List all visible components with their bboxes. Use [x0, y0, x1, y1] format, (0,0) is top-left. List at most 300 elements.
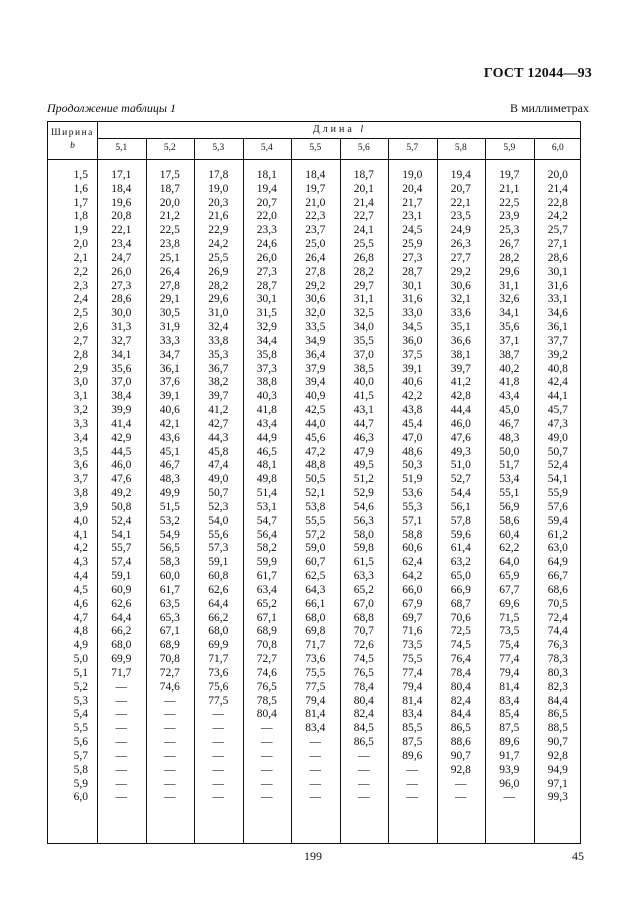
- table-cell: 40,6: [402, 376, 423, 389]
- table-cell: 27,8: [305, 265, 326, 278]
- table-cell: 71,6: [402, 625, 423, 638]
- table-cell: 30,0: [111, 307, 132, 320]
- table-cell: 89,6: [402, 749, 423, 762]
- table-cell: 56,5: [159, 542, 180, 555]
- table-cell: 75,5: [305, 666, 326, 679]
- table-cell: 57,6: [547, 500, 568, 513]
- table-cell: 42,5: [305, 404, 326, 417]
- table-cell: 22,5: [499, 196, 520, 209]
- table-cell: —: [164, 694, 176, 707]
- table-cell: 19,7: [305, 182, 326, 195]
- width-value-cell: 3,1: [73, 390, 88, 403]
- width-value-cell: 3,6: [73, 459, 88, 472]
- table-cell: 21,1: [499, 182, 520, 195]
- table-cell: 22,0: [256, 210, 277, 223]
- table-cell: 76,5: [353, 666, 374, 679]
- table-cell: 25,9: [402, 238, 423, 251]
- table-cell: 43,8: [402, 404, 423, 417]
- table-cell: 86,5: [450, 722, 471, 735]
- table-cell: 71,7: [305, 639, 326, 652]
- table-cell: 83,4: [305, 722, 326, 735]
- table-cell: 31,1: [499, 279, 520, 292]
- table-cell: 36,6: [450, 334, 471, 347]
- table-cell: 49,3: [450, 445, 471, 458]
- length-column-header: 5,7: [406, 143, 419, 153]
- table-cell: —: [115, 791, 127, 804]
- table-cell: 19,4: [450, 169, 471, 181]
- table-cell: 25,7: [547, 224, 568, 237]
- table-cell: —: [212, 736, 224, 749]
- table-cell: —: [212, 722, 224, 735]
- table-cell: 39,9: [111, 404, 132, 417]
- table-cell: 43,4: [256, 417, 277, 430]
- table-cell: 51,5: [159, 500, 180, 513]
- table-cell: 31,1: [353, 293, 374, 306]
- table-cell: 69,6: [499, 597, 520, 610]
- width-value-cell: 4,9: [73, 639, 88, 652]
- table-cell: 93,9: [499, 763, 520, 776]
- table-cell: 36,7: [208, 362, 229, 375]
- table-cell: 54,0: [208, 514, 229, 527]
- table-cell: 66,7: [547, 570, 568, 583]
- table-cell: 38,1: [450, 348, 471, 361]
- table-cell: 50,0: [499, 445, 520, 458]
- table-cell: 72,6: [353, 639, 374, 652]
- table-cell: 74,5: [450, 639, 471, 652]
- table-cell: 46,5: [256, 445, 277, 458]
- width-value-cell: 4,1: [73, 528, 88, 541]
- table-cell: —: [164, 763, 176, 776]
- table-cell: 38,7: [499, 348, 520, 361]
- table-cell: 23,3: [256, 224, 277, 237]
- table-cell: 73,5: [499, 625, 520, 638]
- table-cell: 53,2: [159, 514, 180, 527]
- table-cell: 67,1: [256, 611, 277, 624]
- table-cell: 24,7: [111, 251, 132, 264]
- table-cell: 62,5: [305, 570, 326, 583]
- table-cell: 61,4: [450, 542, 471, 555]
- table-cell: 21,0: [305, 196, 326, 209]
- table-cell: 20,8: [111, 210, 132, 223]
- table-cell: —: [115, 749, 127, 762]
- table-cell: 36,1: [547, 321, 568, 334]
- table-cell: 20,4: [402, 182, 423, 195]
- table-cell: 81,4: [402, 694, 423, 707]
- table-cell: 62,6: [111, 597, 132, 610]
- table-cell: 29,2: [450, 265, 471, 278]
- table-cell: 54,4: [450, 487, 471, 500]
- table-cell: 41,8: [499, 376, 520, 389]
- table-cell: 27,3: [256, 265, 277, 278]
- table-cell: 81,4: [305, 708, 326, 721]
- table-cell: 24,2: [208, 238, 229, 251]
- table-cell: 26,8: [353, 251, 374, 264]
- table-cell: 32,0: [305, 307, 326, 320]
- table-cell: 44,3: [208, 431, 229, 444]
- table-cell: 59,0: [305, 542, 326, 555]
- table-cell: 92,8: [547, 749, 568, 762]
- table-cell: —: [455, 777, 467, 790]
- table-cell: 78,3: [547, 653, 568, 666]
- table-cell: 19,4: [256, 182, 277, 195]
- table-cell: 35,8: [256, 348, 277, 361]
- width-value-cell: 2,6: [73, 321, 88, 334]
- table-cell: 57,3: [208, 542, 229, 555]
- table-cell: 44,1: [547, 390, 568, 403]
- table-cell: 70,8: [159, 653, 180, 666]
- length-column-header: 5,8: [454, 143, 467, 153]
- table-cell: —: [261, 763, 273, 776]
- table-cell: 76,5: [256, 680, 277, 693]
- width-value-cell: 4,3: [73, 556, 88, 569]
- table-cell: 57,2: [305, 528, 326, 541]
- table-cell: 29,6: [208, 293, 229, 306]
- table-cell: 46,3: [353, 431, 374, 444]
- table-cell: 23,9: [499, 210, 520, 223]
- table-cell: —: [261, 722, 273, 735]
- table-cell: 42,1: [159, 417, 180, 430]
- table-cell: 44,5: [111, 445, 132, 458]
- table-cell: 43,4: [499, 390, 520, 403]
- width-header-label: Ширина: [51, 128, 94, 138]
- table-cell: 47,6: [450, 431, 471, 444]
- table-cell: 30,6: [450, 279, 471, 292]
- width-value-cell: 3,5: [73, 445, 88, 458]
- table-cell: 46,0: [111, 459, 132, 472]
- length-column-header: 5,4: [260, 143, 273, 153]
- table-cell: 34,1: [111, 348, 132, 361]
- table-cell: 54,6: [353, 500, 374, 513]
- table-cell: 30,1: [402, 279, 423, 292]
- table-cell: 24,6: [256, 238, 277, 251]
- width-value-cell: 5,3: [73, 694, 88, 707]
- table-cell: 65,0: [450, 570, 471, 583]
- table-cell: 17,1: [111, 169, 132, 181]
- table-cell: 41,4: [111, 417, 132, 430]
- table-cell: 68,0: [208, 625, 229, 638]
- table-cell: 55,6: [208, 528, 229, 541]
- table-cell: 66,9: [450, 583, 471, 596]
- table-cell: 80,4: [353, 694, 374, 707]
- table-cell: 59,9: [256, 556, 277, 569]
- table-cell: 55,1: [499, 487, 520, 500]
- table-cell: 42,2: [402, 390, 423, 403]
- table-cell: 44,7: [353, 417, 374, 430]
- table-cell: 33,0: [402, 307, 423, 320]
- table-cell: 49,5: [353, 459, 374, 472]
- table-cell: 45,7: [547, 404, 568, 417]
- width-value-cell: 1,8: [73, 210, 88, 223]
- width-value-cell: 5,5: [73, 722, 88, 735]
- table-cell: 29,2: [305, 279, 326, 292]
- table-cell: 18,1: [256, 169, 277, 181]
- table-cell: 21,4: [353, 196, 374, 209]
- table-cell: 76,3: [547, 639, 568, 652]
- width-value-cell: 1,5: [73, 169, 88, 181]
- table-cell: 35,6: [499, 321, 520, 334]
- table-cell: —: [164, 708, 176, 721]
- table-cell: —: [309, 791, 321, 804]
- table-cell: 69,8: [305, 625, 326, 638]
- table-cell: 47,4: [208, 459, 229, 472]
- table-cell: 53,4: [499, 473, 520, 486]
- table-cell: 79,4: [402, 680, 423, 693]
- table-cell: 32,1: [450, 293, 471, 306]
- width-value-cell: 5,1: [73, 666, 88, 679]
- table-cell: 53,6: [402, 487, 423, 500]
- table-cell: 82,3: [547, 680, 568, 693]
- table-cell: 19,0: [208, 182, 229, 195]
- table-cell: 48,1: [256, 459, 277, 472]
- table-cell: 58,0: [353, 528, 374, 541]
- table-cell: 83,4: [402, 708, 423, 721]
- width-value-cell: 3,7: [73, 473, 88, 486]
- table-cell: 74,6: [256, 666, 277, 679]
- table-cell: 86,5: [547, 708, 568, 721]
- table-cell: —: [212, 777, 224, 790]
- width-value-cell: 4,5: [73, 583, 88, 596]
- table-cell: 47,2: [305, 445, 326, 458]
- table-cell: 57,4: [111, 556, 132, 569]
- table-cell: 41,2: [450, 376, 471, 389]
- width-value-cell: 2,1: [73, 251, 88, 264]
- table-cell: —: [164, 736, 176, 749]
- table-cell: 66,2: [111, 625, 132, 638]
- table-cell: 91,7: [499, 749, 520, 762]
- width-header: [48, 122, 97, 159]
- table-cell: 33,8: [208, 334, 229, 347]
- table-cell: 57,8: [450, 514, 471, 527]
- standard-number: ГОСТ 12044—93: [483, 66, 592, 81]
- table-cell: 74,4: [547, 625, 568, 638]
- table-cell: 39,2: [547, 348, 568, 361]
- table-cell: 69,7: [402, 611, 423, 624]
- table-cell: 52,1: [305, 487, 326, 500]
- table-cell: 37,3: [256, 362, 277, 375]
- table-cell: —: [406, 791, 418, 804]
- width-value-cell: 4,2: [73, 542, 88, 555]
- table-cell: 27,1: [547, 238, 568, 251]
- table-cell: 23,7: [305, 224, 326, 237]
- table-cell: 35,6: [111, 362, 132, 375]
- length-column-header: 5,6: [357, 143, 370, 153]
- table-cell: 45,8: [208, 445, 229, 458]
- table-cell: —: [309, 749, 321, 762]
- table-cell: 82,4: [353, 708, 374, 721]
- table-cell: 38,4: [111, 390, 132, 403]
- table-cell: 58,3: [159, 556, 180, 569]
- table-cell: 65,2: [353, 583, 374, 596]
- table-cell: 34,9: [305, 334, 326, 347]
- table-cell: 47,0: [402, 431, 423, 444]
- table-cell: 34,0: [353, 321, 374, 334]
- width-value-cell: 3,9: [73, 500, 88, 513]
- table-cell: 82,4: [450, 694, 471, 707]
- table-cell: 38,2: [208, 376, 229, 389]
- width-value-cell: 5,9: [73, 777, 88, 790]
- table-cell: 49,0: [547, 431, 568, 444]
- table-cell: 72,4: [547, 611, 568, 624]
- table-cell: —: [115, 708, 127, 721]
- table-cell: 41,2: [208, 404, 229, 417]
- table-cell: 31,5: [256, 307, 277, 320]
- units-caption: В миллиметрах: [509, 101, 589, 115]
- table-cell: —: [164, 749, 176, 762]
- table-cell: 48,6: [402, 445, 423, 458]
- table-cell: 50,5: [305, 473, 326, 486]
- table-cell: 30,5: [159, 307, 180, 320]
- table-cell: 29,6: [499, 265, 520, 278]
- width-value-cell: 2,4: [73, 293, 88, 306]
- table-cell: 37,0: [353, 348, 374, 361]
- table-cell: 39,7: [450, 362, 471, 375]
- table-cell: —: [212, 791, 224, 804]
- table-cell: 63,3: [353, 570, 374, 583]
- table-cell: 33,3: [159, 334, 180, 347]
- table-cell: 55,7: [111, 542, 132, 555]
- table-cell: 58,8: [402, 528, 423, 541]
- table-cell: 85,5: [402, 722, 423, 735]
- table-cell: 28,7: [402, 265, 423, 278]
- table-cell: —: [358, 791, 370, 804]
- table-cell: 75,4: [499, 639, 520, 652]
- table-cell: 29,7: [353, 279, 374, 292]
- table-cell: 23,4: [111, 238, 132, 251]
- table-cell: 74,5: [353, 653, 374, 666]
- table-cell: 24,1: [353, 224, 374, 237]
- table-cell: 21,4: [547, 182, 568, 195]
- table-cell: 92,8: [450, 763, 471, 776]
- width-value-cell: 4,7: [73, 611, 88, 624]
- table-cell: 45,0: [499, 404, 520, 417]
- table-cell: 37,7: [547, 334, 568, 347]
- table-cell: 63,0: [547, 542, 568, 555]
- table-cell: 99,3: [547, 791, 568, 804]
- table-cell: 70,8: [256, 639, 277, 652]
- table-cell: 46,0: [450, 417, 471, 430]
- table-cell: 69,9: [208, 639, 229, 652]
- width-value-cell: 4,0: [73, 514, 88, 527]
- table-cell: 18,4: [305, 169, 326, 181]
- table-cell: 81,4: [499, 680, 520, 693]
- table-cell: 52,3: [208, 500, 229, 513]
- length-column-header: 5,2: [163, 143, 176, 153]
- table-cell: 37,6: [159, 376, 180, 389]
- table-cell: 75,6: [208, 680, 229, 693]
- table-cell: 26,0: [256, 251, 277, 264]
- table-cell: 66,1: [305, 597, 326, 610]
- table-cell: 47,6: [111, 473, 132, 486]
- table-cell: 18,7: [353, 169, 374, 181]
- table-cell: 26,9: [208, 265, 229, 278]
- table-cell: 27,8: [159, 279, 180, 292]
- length-column-header: 5,1: [115, 143, 128, 153]
- width-header-symbol: b: [70, 141, 75, 151]
- table-cell: 19,6: [111, 196, 132, 209]
- table-cell: 62,6: [208, 583, 229, 596]
- table-cell: 52,4: [547, 459, 568, 472]
- table-cell: 64,4: [208, 597, 229, 610]
- table-cell: 51,7: [499, 459, 520, 472]
- table-cell: 48,3: [159, 473, 180, 486]
- table-cell: 58,6: [499, 514, 520, 527]
- table-cell: 31,6: [402, 293, 423, 306]
- table-cell: 38,8: [256, 376, 277, 389]
- table-cell: 71,7: [111, 666, 132, 679]
- table-cell: —: [406, 777, 418, 790]
- table-cell: 40,8: [547, 362, 568, 375]
- table-cell: —: [115, 680, 127, 693]
- table-cell: 26,4: [305, 251, 326, 264]
- table-cell: 67,9: [402, 597, 423, 610]
- table-cell: 33,6: [450, 307, 471, 320]
- table-cell: 56,4: [256, 528, 277, 541]
- table-cell: 28,2: [208, 279, 229, 292]
- width-value-cell: 2,8: [73, 348, 88, 361]
- table-cell: 90,7: [547, 736, 568, 749]
- table-cell: —: [212, 763, 224, 776]
- width-value-cell: 4,6: [73, 597, 88, 610]
- table-cell: 34,7: [159, 348, 180, 361]
- table-cell: 34,5: [402, 321, 423, 334]
- table-cell: —: [115, 736, 127, 749]
- table-cell: 77,5: [208, 694, 229, 707]
- table-cell: —: [503, 791, 515, 804]
- table-cell: 37,5: [402, 348, 423, 361]
- table-cell: 86,5: [353, 736, 374, 749]
- table-cell: 35,5: [353, 334, 374, 347]
- table-cell: 97,1: [547, 777, 568, 790]
- table-cell: 20,1: [353, 182, 374, 195]
- table-cell: 49,0: [208, 473, 229, 486]
- table-cell: 80,4: [450, 680, 471, 693]
- table-cell: 47,3: [547, 417, 568, 430]
- table-cell: 72,7: [159, 666, 180, 679]
- table-cell: 25,1: [159, 251, 180, 264]
- table-cell: 44,0: [305, 417, 326, 430]
- table-cell: 37,9: [305, 362, 326, 375]
- table-cell: 30,1: [547, 265, 568, 278]
- table-cell: 34,6: [547, 307, 568, 320]
- table-cell: 80,3: [547, 666, 568, 679]
- table-cell: 28,2: [353, 265, 374, 278]
- length-column-header: 5,9: [503, 143, 516, 153]
- table-cell: 59,4: [547, 514, 568, 527]
- table-cell: 60,8: [208, 570, 229, 583]
- table-cell: 70,7: [353, 625, 374, 638]
- table-cell: 50,7: [547, 445, 568, 458]
- table-cell: 83,4: [499, 694, 520, 707]
- table-cell: 60,9: [111, 583, 132, 596]
- table-cell: 53,8: [305, 500, 326, 513]
- table-cell: 68,7: [450, 597, 471, 610]
- table-cell: 22,1: [111, 224, 132, 237]
- table-cell: 62,4: [402, 556, 423, 569]
- table-cell: 35,1: [450, 321, 471, 334]
- table-cell: 71,7: [208, 653, 229, 666]
- table-cell: 61,7: [159, 583, 180, 596]
- table-cell: 23,1: [402, 210, 423, 223]
- table-cell: 22,3: [305, 210, 326, 223]
- table-cell: 60,4: [499, 528, 520, 541]
- table-cell: 48,3: [499, 431, 520, 444]
- table-cell: 30,1: [256, 293, 277, 306]
- table-cell: 43,6: [159, 431, 180, 444]
- table-cell: —: [309, 777, 321, 790]
- table-cell: 21,2: [159, 210, 180, 223]
- table-cell: 76,4: [450, 653, 471, 666]
- table-cell: 84,5: [353, 722, 374, 735]
